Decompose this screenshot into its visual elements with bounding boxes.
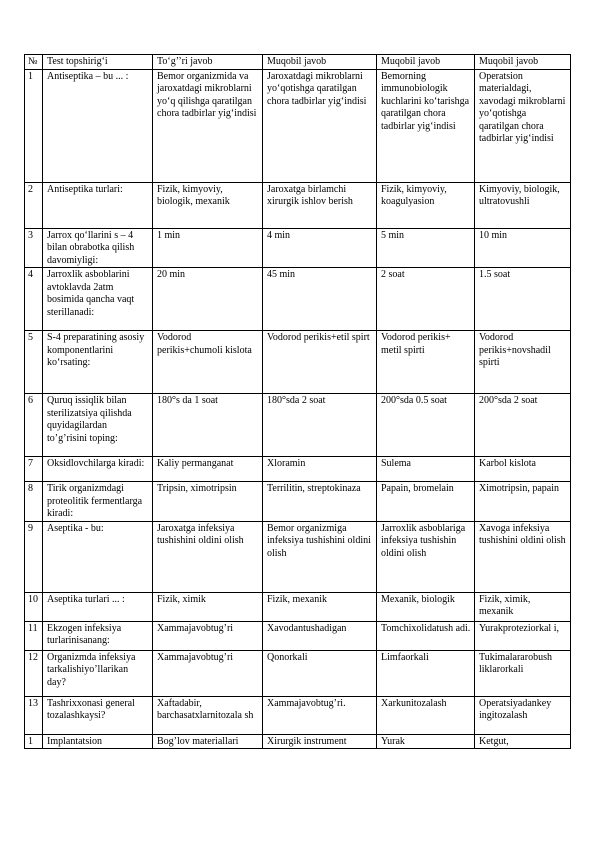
cell-correct-answer: Tripsin, ximotripsin: [153, 482, 263, 522]
cell-alternative-1: Qonorkali: [263, 650, 377, 696]
cell-task: Oksidlovchilarga kiradi:: [43, 457, 153, 482]
cell-alternative-2: Fizik, kimyoviy, koagulyasion: [377, 182, 475, 228]
cell-task: Tashrixxonasi general tozalashkaysi?: [43, 696, 153, 734]
cell-task: Ekzogen infeksiya turlarinisanang:: [43, 621, 153, 650]
cell-task: Organizmda infeksiya tarkalishiyo’llarikan day?: [43, 650, 153, 696]
cell-task: Implantatsion: [43, 734, 153, 749]
table-row: [25, 521, 571, 592]
cell-correct-answer: Xammajavobtug’ri: [153, 621, 263, 650]
cell-alternative-2: Mexanik, biologik: [377, 592, 475, 621]
cell-alternative-3: Vodorod perikis+novshadil spirti: [475, 331, 571, 394]
cell-task: Quruq issiqlik bilan sterilizatsiya qilishda quyidagilardan to’g’risini toping:: [43, 394, 153, 457]
cell-number: 6: [25, 394, 43, 457]
cell-alternative-1: Jaroxatga birlamchi xirurgik ishlov berish: [263, 182, 377, 228]
table-row: [25, 394, 571, 457]
cell-alternative-3: Operatsion materialdagi, xavodagi mikroblarni yo‘qotishga qaratilgan chora tadbirlar yig‘indisi: [475, 69, 571, 182]
cell-correct-answer: Bog’lov materiallari: [153, 734, 263, 749]
cell-number: 1: [25, 734, 43, 749]
cell-correct-answer: Bemor organizmida va jaroxatdagi mikroblarni yo‘q qilishga qaratilgan chora tadbirlar yig‘indisi: [153, 69, 263, 182]
cell-correct-answer: Fizik, kimyoviy, biologik, mexanik: [153, 182, 263, 228]
cell-alternative-2: 2 soat: [377, 268, 475, 331]
cell-number: 3: [25, 228, 43, 268]
cell-task: S-4 preparatining asosiy komponentlarini ko‘rsating:: [43, 331, 153, 394]
cell-alternative-2: Yurak: [377, 734, 475, 749]
cell-alternative-3: Ketgut,: [475, 734, 571, 749]
cell-alternative-2: Bemorning immunobiologik kuchlarini ko‘tarishga qaratilgan chora tadbirlar yig‘indisi: [377, 69, 475, 182]
cell-number: 9: [25, 521, 43, 592]
cell-alternative-3: Xavoga infeksiya tushishini oldini olish: [475, 521, 571, 592]
cell-number: 11: [25, 621, 43, 650]
cell-alternative-3: Operatsiyadankey ingitozalash: [475, 696, 571, 734]
cell-correct-answer: Xaftadabir, barchasatxlarnitozala sh: [153, 696, 263, 734]
cell-number: 13: [25, 696, 43, 734]
cell-correct-answer: 180°s da 1 soat: [153, 394, 263, 457]
cell-number: 10: [25, 592, 43, 621]
cell-correct-answer: 20 min: [153, 268, 263, 331]
cell-number: 7: [25, 457, 43, 482]
cell-alternative-1: Jaroxatdagi mikroblarni yo‘qotishga qaratilgan chora tadbirlar yig‘indisi: [263, 69, 377, 182]
table-row: [25, 734, 571, 749]
cell-correct-answer: Fizik, ximik: [153, 592, 263, 621]
cell-alternative-3: 200°sda 2 soat: [475, 394, 571, 457]
cell-number: 4: [25, 268, 43, 331]
test-table: [24, 54, 571, 749]
table-row: [25, 457, 571, 482]
cell-alternative-1: 4 min: [263, 228, 377, 268]
cell-alternative-1: 45 min: [263, 268, 377, 331]
cell-alternative-3: Karbol kislota: [475, 457, 571, 482]
table-row: [25, 228, 571, 268]
table-row: [25, 69, 571, 182]
header-cell-alternative-3: Muqobil javob: [475, 55, 571, 70]
table-row: [25, 696, 571, 734]
cell-alternative-1: Vodorod perikis+etil spirt: [263, 331, 377, 394]
header-cell-alternative-1: Muqobil javob: [263, 55, 377, 70]
cell-alternative-3: 1.5 soat: [475, 268, 571, 331]
cell-alternative-3: Tukimalararobush liklarorkali: [475, 650, 571, 696]
cell-alternative-1: Xavodantushadigan: [263, 621, 377, 650]
table-header-row: [25, 55, 571, 70]
cell-alternative-2: Tomchixolidatush adi.: [377, 621, 475, 650]
cell-alternative-1: Terrilitin, streptokinaza: [263, 482, 377, 522]
cell-alternative-2: Xarkunitozalash: [377, 696, 475, 734]
cell-number: 12: [25, 650, 43, 696]
cell-alternative-3: Yurakproteziorkal i,: [475, 621, 571, 650]
cell-task: Jarrox qo‘llarini s – 4 bilan obrabotka qilish davomiyligi:: [43, 228, 153, 268]
cell-alternative-1: Fizik, mexanik: [263, 592, 377, 621]
cell-alternative-2: Limfaorkali: [377, 650, 475, 696]
cell-alternative-3: Ximotripsin, papain: [475, 482, 571, 522]
header-cell-alternative-2: Muqobil javob: [377, 55, 475, 70]
header-cell-task: Test topshirig‘i: [43, 55, 153, 70]
cell-alternative-2: 5 min: [377, 228, 475, 268]
cell-alternative-2: Papain, bromelain: [377, 482, 475, 522]
header-cell-number: №: [25, 55, 43, 70]
cell-alternative-2: Vodorod perikis+ metil spirti: [377, 331, 475, 394]
table-row: [25, 650, 571, 696]
cell-correct-answer: Vodorod perikis+chumoli kislota: [153, 331, 263, 394]
cell-number: 8: [25, 482, 43, 522]
cell-alternative-2: Sulema: [377, 457, 475, 482]
test-table-body: [25, 55, 571, 749]
cell-correct-answer: Xammajavobtug’ri: [153, 650, 263, 696]
cell-task: Tirik organizmdagi proteolitik fermentlarga kiradi:: [43, 482, 153, 522]
cell-alternative-3: 10 min: [475, 228, 571, 268]
table-row: [25, 592, 571, 621]
table-row: [25, 621, 571, 650]
cell-correct-answer: 1 min: [153, 228, 263, 268]
cell-number: 1: [25, 69, 43, 182]
cell-number: 2: [25, 182, 43, 228]
cell-alternative-2: Jarroxlik asboblariga infeksiya tushishin oldini olish: [377, 521, 475, 592]
cell-alternative-1: Xirurgik instrument: [263, 734, 377, 749]
cell-task: Aseptika - bu:: [43, 521, 153, 592]
table-row: [25, 182, 571, 228]
cell-alternative-1: 180°sda 2 soat: [263, 394, 377, 457]
cell-alternative-3: Kimyoviy, biologik, ultratovushli: [475, 182, 571, 228]
cell-task: Antiseptika turlari:: [43, 182, 153, 228]
cell-correct-answer: Kaliy permanganat: [153, 457, 263, 482]
table-row: [25, 268, 571, 331]
cell-alternative-1: Bemor organizmiga infeksiya tushishini oldini olish: [263, 521, 377, 592]
header-cell-correct-answer: To‘g’’ri javob: [153, 55, 263, 70]
table-row: [25, 331, 571, 394]
cell-alternative-1: Xammajavobtug’ri.: [263, 696, 377, 734]
cell-task: Antiseptika – bu ... :: [43, 69, 153, 182]
table-row: [25, 482, 571, 522]
cell-number: 5: [25, 331, 43, 394]
cell-alternative-1: Xloramin: [263, 457, 377, 482]
cell-task: Jarroxlik asboblarini avtoklavda 2atm bosimida qancha vaqt sterillanadi:: [43, 268, 153, 331]
cell-alternative-2: 200°sda 0.5 soat: [377, 394, 475, 457]
cell-task: Aseptika turlari ... :: [43, 592, 153, 621]
cell-correct-answer: Jaroxatga infeksiya tushishini oldini olish: [153, 521, 263, 592]
cell-alternative-3: Fizik, ximik, mexanik: [475, 592, 571, 621]
